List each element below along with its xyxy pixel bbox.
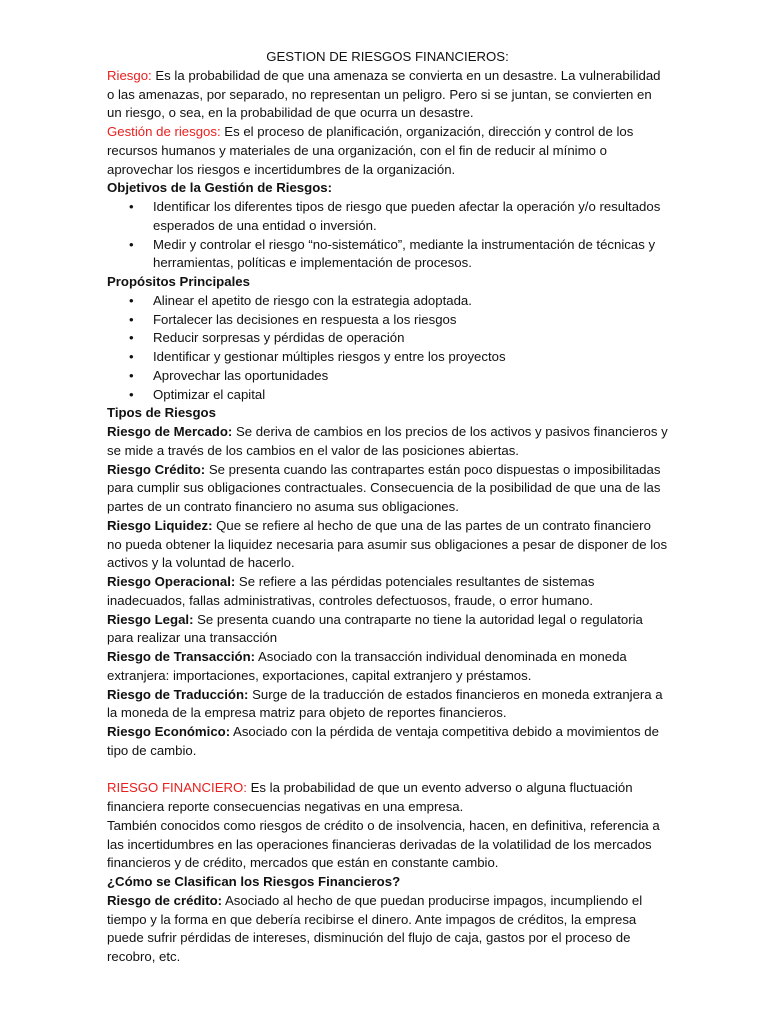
tipo-paragraph xyxy=(107,723,668,761)
blank-line xyxy=(107,761,668,780)
bullet-icon: • xyxy=(129,199,134,214)
tipo-text: Asociado con la pérdida de ventaja competitiva debido a movimientos de tipo de cambio. xyxy=(107,724,659,758)
tipo-paragraph xyxy=(107,611,668,649)
riesgo-financiero-term: RIESGO FINANCIERO: xyxy=(107,780,247,796)
bullet-icon: • xyxy=(129,367,134,383)
tipo-text: Asociado con la transacción individual denominada en moneda extranjera: importaciones, exportaciones, capital extranjero y préstamos. xyxy=(107,649,627,683)
riesgo-credito-term: Riesgo de crédito: xyxy=(107,892,223,908)
propositos-list xyxy=(107,292,668,405)
tipo-paragraph xyxy=(107,686,668,724)
tipo-term: Riesgo Operacional: xyxy=(107,574,236,589)
tipo-term: Riesgo de Transacción: xyxy=(107,649,256,664)
list-item xyxy=(107,386,668,405)
bullet-icon: • xyxy=(129,386,134,402)
list-item-text: Identificar y gestionar múltiples riesgos y entre los proyectos xyxy=(153,349,506,364)
tambien-paragraph: También conocidos como riesgos de crédito o de insolvencia, hacen, en definitiva, referencia a las incertidumbres en las operaciones financieras derivadas de la volatilidad de los mercados financieros y de crédito, mercados que están en constante cambio. xyxy=(107,817,660,871)
bullet-icon: • xyxy=(129,236,134,252)
tipo-term: Riesgo de Mercado: xyxy=(107,424,233,439)
gestion-definition xyxy=(107,123,668,179)
tipo-paragraph xyxy=(107,573,668,611)
tipo-paragraph xyxy=(107,517,668,573)
objetivos-list xyxy=(107,198,668,273)
list-item xyxy=(107,198,668,236)
page-title: GESTION DE RIESGOS FINANCIEROS: xyxy=(266,49,509,64)
list-item-text: Reducir sorpresas y pérdidas de operación xyxy=(153,330,405,346)
gestion-term: Gestión de riesgos: xyxy=(107,124,221,139)
tipo-term: Riesgo Económico: xyxy=(107,724,231,739)
tipo-term: Riesgo Crédito: xyxy=(107,461,206,477)
clasificacion-question: ¿Cómo se Clasifican los Riesgos Financieros? xyxy=(107,874,401,889)
list-item xyxy=(107,236,668,274)
tipos-heading: Tipos de Riesgos xyxy=(107,405,216,421)
bullet-icon: • xyxy=(129,349,134,364)
bullet-icon: • xyxy=(129,330,134,346)
tipo-term: Riesgo de Traducción: xyxy=(107,686,249,702)
objetivos-heading: Objetivos de la Gestión de Riesgos: xyxy=(107,180,332,196)
riesgo-definition xyxy=(107,67,668,123)
riesgo-term: Riesgo: xyxy=(107,67,152,83)
list-item-text: Aprovechar las oportunidades xyxy=(153,367,329,383)
list-item-text: Identificar los diferentes tipos de riesgo que pueden afectar la operación y/o resultados esperados de una entidad o inversión. xyxy=(153,199,661,233)
tipo-paragraph xyxy=(107,648,668,686)
tipo-paragraph xyxy=(107,423,668,461)
list-item xyxy=(107,348,668,367)
tipo-text: Que se refiere al hecho de que una de las partes de un contrato financiero no pueda obtener la liquidez necesaria para asumir sus obligaciones a pesar de disponer de los activos y la voluntad de hacerlo. xyxy=(107,517,668,571)
riesgo-text: Es la probabilidad de que una amenaza se convierta en un desastre. La vulnerabilidad o las amenazas, por separado, no representan un peligro. Pero si se juntan, se convierten en un riesgo, o sea, en la probabilidad de que ocurra un desastre. xyxy=(107,67,661,121)
tipo-text: Se presenta cuando una contraparte no tiene la autoridad legal o regulatoria para realizar una transacción xyxy=(107,611,643,646)
riesgo-credito-paragraph xyxy=(107,892,668,967)
tipo-text: Surge de la traducción de estados financieros en moneda extranjera a la moneda de la empresa matriz para objeto de reportes financieros. xyxy=(107,686,663,721)
tipo-text: Se deriva de cambios en los precios de los activos y pasivos financieros y se mide a través de los cambios en el valor de las posiciones abiertas. xyxy=(107,424,668,458)
list-item xyxy=(107,367,668,386)
tipo-text: Se refiere a las pérdidas potenciales resultantes de sistemas inadecuados, fallas administrativas, controles defectuosos, fraude, o error humano. xyxy=(107,574,595,608)
tipo-text: Se presenta cuando las contrapartes están poco dispuestas o imposibilitadas para cumplir sus obligaciones contractuales. Consecuencia de la posibilidad de que una de las partes de un contrato financiero no asuma sus obligaciones. xyxy=(107,461,661,514)
list-item xyxy=(107,292,668,311)
bullet-icon: • xyxy=(129,311,134,327)
propositos-heading: Propósitos Principales xyxy=(107,274,250,289)
riesgo-financiero-text: Es la probabilidad de que un evento adverso o alguna fluctuación financiera reporte consecuencias negativas en una empresa. xyxy=(107,780,633,814)
list-item-text: Alinear el apetito de riesgo con la estrategia adoptada. xyxy=(153,292,472,308)
list-item xyxy=(107,311,668,330)
list-item-text: Optimizar el capital xyxy=(153,386,266,402)
riesgo-credito-text: Asociado al hecho de que puedan producirse impagos, incumpliendo el tiempo y la forma en que debería recibirse el dinero. Ante impagos de créditos, la empresa puede sufrir pérdidas de intereses, disminución del flujo de caja, gastos por el proceso de recobro, etc. xyxy=(107,892,643,964)
list-item-text: Fortalecer las decisiones en respuesta a los riesgos xyxy=(153,311,457,327)
tipo-paragraph xyxy=(107,461,668,517)
tipo-term: Riesgo Liquidez: xyxy=(107,517,213,533)
bullet-icon: • xyxy=(129,292,134,308)
tipo-term: Riesgo Legal: xyxy=(107,611,194,627)
list-item-text: Medir y controlar el riesgo “no-sistemático”, mediante la instrumentación de técnicas y herramientas, políticas e implementación de procesos. xyxy=(153,236,656,271)
gestion-text: Es el proceso de planificación, organización, dirección y control de los recursos humanos y materiales de una organización, con el fin de reducir al mínimo o aprovechar los riesgos e incertidumbres de la organización. xyxy=(107,124,634,177)
riesgo-financiero-definition xyxy=(107,779,668,817)
list-item xyxy=(107,329,668,348)
